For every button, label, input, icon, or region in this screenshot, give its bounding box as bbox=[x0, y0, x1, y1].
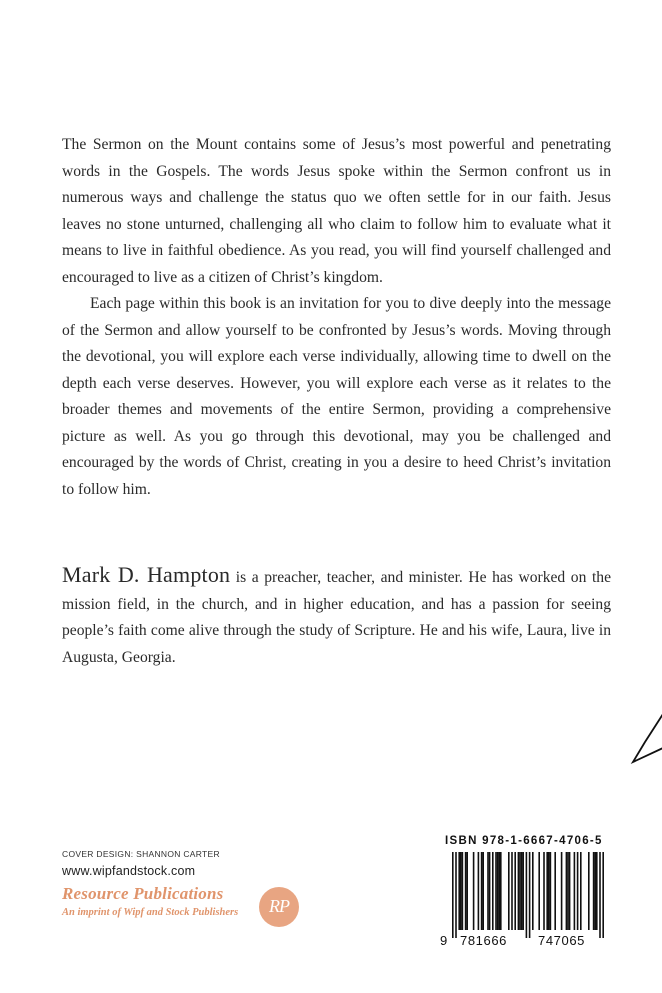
barcode-bar bbox=[574, 852, 576, 930]
author-name: Mark D. Hampton bbox=[62, 562, 231, 587]
barcode-bars bbox=[438, 852, 612, 938]
barcode-bar bbox=[526, 852, 528, 938]
barcode-bar bbox=[577, 852, 579, 930]
barcode-bar bbox=[567, 852, 569, 930]
barcode-bar bbox=[518, 852, 520, 930]
isbn-label: ISBN 978-1-6667-4706-5 bbox=[445, 835, 603, 847]
description-paragraph-1: The Sermon on the Mount contains some of Jesus’s most powerful and penetrating words in the Gospels. The words Jesus spoke within the Sermon confront us in numerous ways and challenge the status quo we often settle for in our faith. Jesus leaves no stone unturned, challenging all who claim to follow him to evaluate what it means to live in faithful obedience. As you read, you will find yourself challenged and encouraged to live as a citizen of Christ’s kingdom. bbox=[62, 136, 611, 286]
barcode-bar bbox=[522, 852, 524, 930]
barcode-bar bbox=[466, 852, 468, 930]
barcode-bar bbox=[569, 852, 571, 930]
barcode-bar bbox=[521, 852, 523, 930]
barcode-bar bbox=[462, 852, 464, 930]
barcode-bar bbox=[554, 852, 556, 930]
publisher-logo-icon bbox=[259, 887, 299, 927]
barcode-bar bbox=[458, 852, 460, 930]
barcode-bar bbox=[452, 852, 454, 938]
barcode-bar bbox=[580, 852, 582, 930]
author-bio-text: is a preacher, teacher, and minister. He has worked on the mission field, in the church, and in higher education, and has a passion for seeing people’s faith come alive through the study of Scripture. He and his wife, Laura, live in Augusta, Georgia. bbox=[62, 569, 611, 666]
barcode-bar bbox=[465, 852, 467, 930]
barcode-bar bbox=[548, 852, 550, 930]
barcode-bar bbox=[487, 852, 489, 930]
barcode-bar bbox=[455, 852, 457, 938]
barcode-bar bbox=[511, 852, 513, 930]
barcode-bar bbox=[473, 852, 475, 930]
barcode-bar bbox=[500, 852, 502, 930]
barcode-bar bbox=[566, 852, 568, 930]
decorative-line-icon bbox=[625, 700, 662, 770]
barcode-bar bbox=[489, 852, 491, 930]
barcode-bar bbox=[538, 852, 540, 930]
barcode-bar bbox=[481, 852, 483, 930]
publisher-imprint: An imprint of Wipf and Stock Publishers bbox=[62, 907, 239, 918]
publisher-website: www.wipfandstock.com bbox=[62, 864, 196, 878]
cover-design-credit: COVER DESIGN: SHANNON CARTER bbox=[62, 849, 220, 859]
barcode-bar bbox=[497, 852, 499, 930]
barcode-digit-first: 9 bbox=[440, 933, 448, 948]
barcode-bar bbox=[519, 852, 521, 930]
barcode-bar bbox=[482, 852, 484, 930]
barcode-bar bbox=[495, 852, 497, 930]
barcode-bar bbox=[532, 852, 534, 930]
barcode-bar bbox=[588, 852, 590, 930]
barcode-bar bbox=[498, 852, 500, 930]
barcode-bar bbox=[492, 852, 494, 930]
barcode-bar bbox=[529, 852, 531, 938]
barcode-bar bbox=[514, 852, 516, 930]
back-cover-description bbox=[62, 132, 611, 503]
barcode-bar bbox=[478, 852, 480, 930]
barcode-bar bbox=[593, 852, 595, 930]
author-bio bbox=[62, 562, 611, 671]
barcode-bar bbox=[550, 852, 552, 930]
description-paragraph-2: Each page within this book is an invitation for you to dive deeply into the message of the Sermon and allow yourself to be confronted by Jesus’s words. Moving through the devotional, you will explore each verse individually, allowing time to dwell on the depth each verse deserves. However, you will explore each verse as it relates to the broader themes and movements of the entire Sermon, providing a comprehensive picture as well. As you go through this devotional, may you be challenged and encouraged by the words of Christ, creating in you a desire to heed Christ’s invitation to follow him. bbox=[62, 295, 611, 498]
barcode-bar bbox=[599, 852, 601, 938]
barcode-bar bbox=[596, 852, 598, 930]
barcode-bar bbox=[460, 852, 462, 930]
barcode-digits-left: 781666 bbox=[460, 933, 507, 948]
barcode-bar bbox=[546, 852, 548, 930]
barcode-digits-right: 747065 bbox=[538, 933, 585, 948]
barcode-bar bbox=[594, 852, 596, 930]
publisher-name: Resource Publications bbox=[62, 884, 224, 903]
barcode-bar bbox=[543, 852, 545, 930]
barcode-bar bbox=[561, 852, 563, 930]
publisher-logo-text: RP bbox=[269, 896, 289, 916]
barcode-bar bbox=[602, 852, 604, 938]
barcode-bar bbox=[508, 852, 510, 930]
